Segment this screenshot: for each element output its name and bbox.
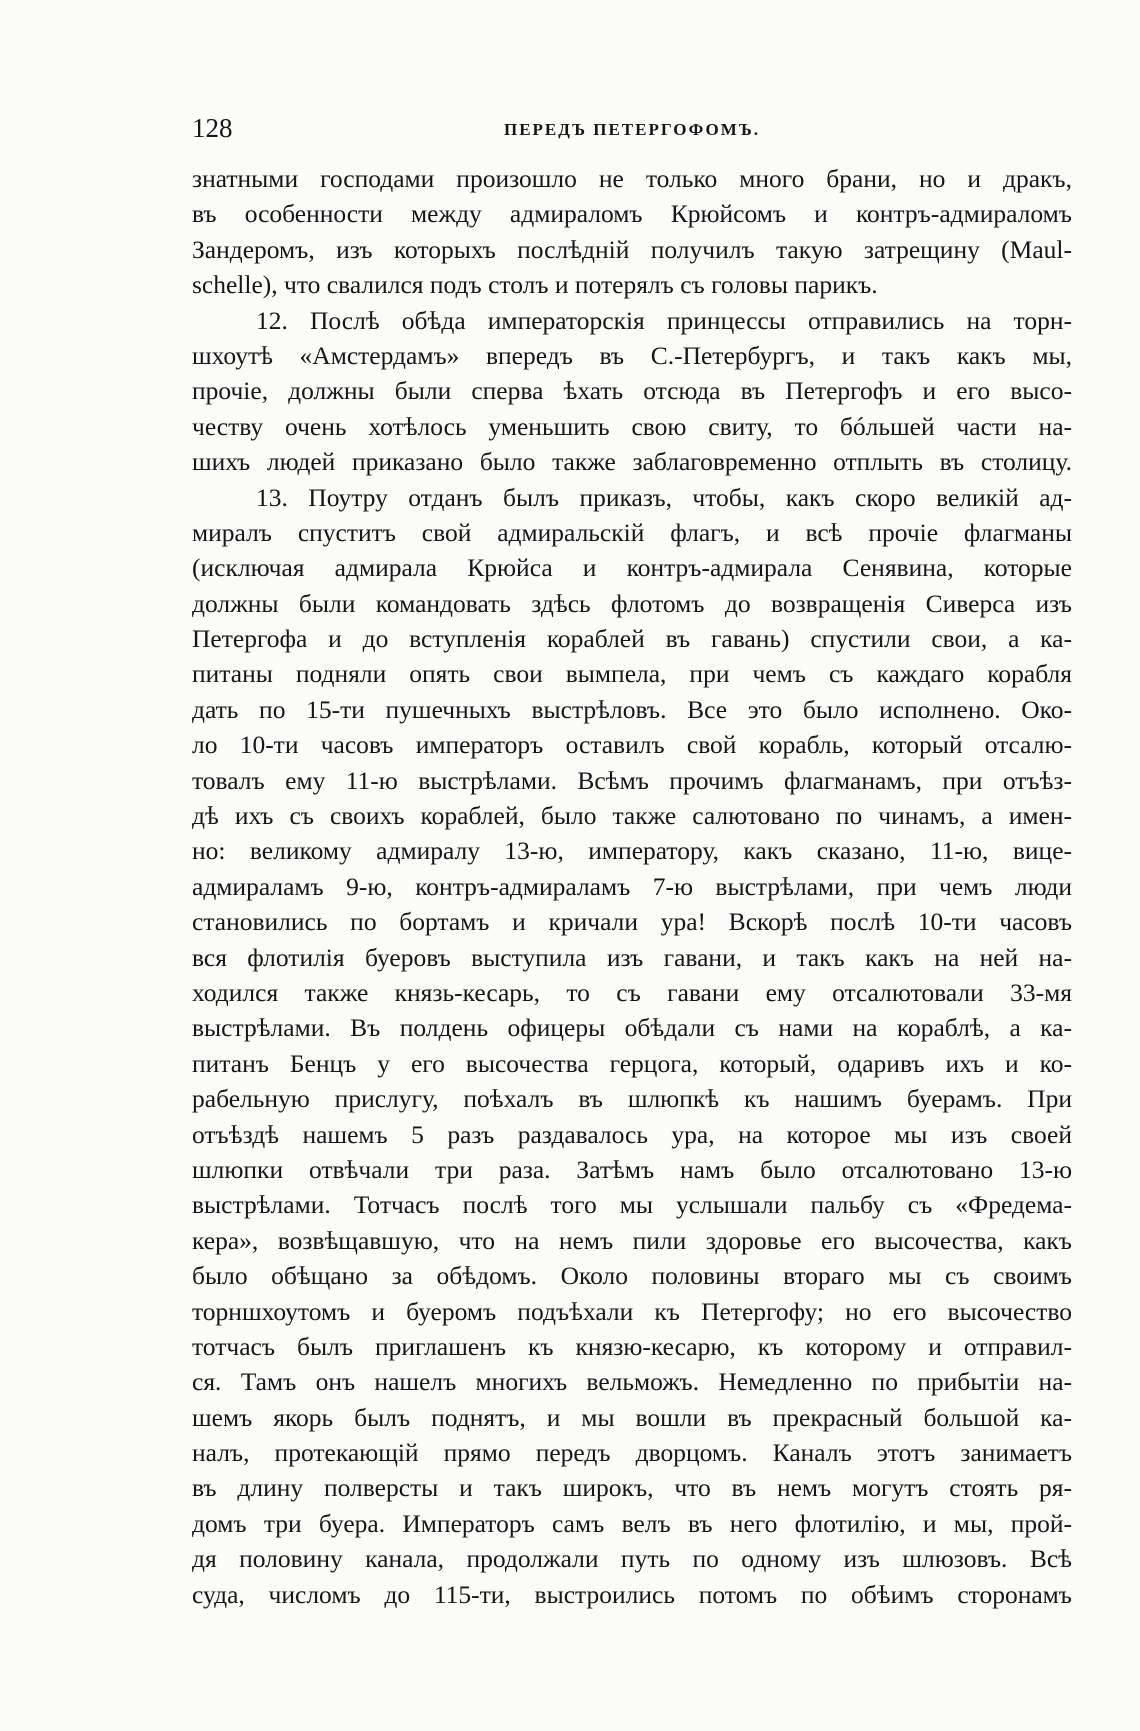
page-header — [192, 110, 1072, 150]
text-line: выстрѣлами. Въ полдень офицеры обѣдали съ нами на кораблѣ, а ка- — [192, 1013, 1072, 1043]
text-line: Петергофа и до вступленiя кораблей въ гавань) спустили свои, а ка- — [192, 624, 1072, 654]
text-line: дѣ ихъ съ своихъ кораблей, было также салютовано по чинамъ, а имен- — [192, 801, 1072, 831]
text-line: товалъ ему 11-ю выстрѣлами. Всѣмъ прочимъ флагманамъ, при отъѣз- — [192, 765, 1072, 795]
paragraph-start-line: 12. Послѣ обѣда императорскiя принцессы отправились на торн- — [256, 305, 1072, 335]
text-line: честву очень хотѣлось уменьшить свою свиту, то бóльшей части на- — [192, 411, 1072, 441]
text-line: прочiе, должны были сперва ѣхать отсюда въ Петергофъ и его высо- — [192, 376, 1072, 406]
text-line: торншхоутомъ и буеромъ подъѣхали къ Петергофу; но его высочество — [192, 1296, 1072, 1326]
text-line: дя половину канала, продолжали путь по одному изъ шлюзовъ. Всѣ — [192, 1544, 1072, 1574]
text-line: суда, числомъ до 115-ти, выстроились потомъ по обѣимъ сторонамъ — [192, 1579, 1072, 1609]
text-line: ся. Тамъ онъ нашелъ многихъ вельможъ. Немедленно по прибытiи на- — [192, 1367, 1072, 1397]
text-line: шемъ якорь былъ поднятъ, и мы вошли въ прекрасный большой ка- — [192, 1402, 1072, 1432]
text-line: знатными господами произошло не только много брани, но и дракъ, — [192, 164, 1072, 193]
text-line: рабельную прислугу, поѣхалъ въ шлюпкѣ къ нашимъ буерамъ. При — [192, 1084, 1072, 1114]
running-title: ПЕРЕДЪ ПЕТЕРГОФОМЪ. — [503, 120, 761, 139]
text-line: ло 10-ти часовъ императоръ оставилъ свой корабль, который отсалю- — [192, 730, 1072, 760]
text-line: питанъ Бенцъ у его высочества герцога, который, одаривъ ихъ и ко- — [192, 1048, 1072, 1078]
text-line: въ длину полверсты и такъ широкъ, что въ немъ могутъ стоять ря- — [192, 1473, 1072, 1503]
text-line: домъ три буера. Императоръ самъ велъ въ него флотилiю, и мы, прой- — [192, 1508, 1072, 1538]
text-line: становились по бортамъ и кричали ура! Вскорѣ послѣ 10-ти часовъ — [192, 907, 1072, 937]
text-line: schelle), что свалился подъ столъ и потерялъ съ головы парикъ. — [192, 270, 878, 300]
text-line: вся флотилiя буеровъ выступила изъ гавани, и такъ какъ на ней на- — [192, 942, 1072, 972]
text-line: адмираламъ 9-ю, контръ-адмираламъ 7-ю выстрѣлами, при чемъ люди — [192, 871, 1072, 901]
text-line: (исключая адмирала Крюйса и контръ-адмирала Сенявина, которые — [192, 553, 1072, 583]
body-text — [192, 161, 1072, 1612]
text-line: шлюпки отвѣчали три раза. Затѣмъ намъ было отсалютовано 13-ю — [192, 1154, 1072, 1184]
paragraph-start-line: 13. Поутру отданъ былъ приказъ, чтобы, какъ скоро великiй ад- — [256, 482, 1072, 512]
text-line: было обѣщано за обѣдомъ. Около половины втораго мы съ своимъ — [192, 1261, 1072, 1291]
text-line: отъѣздѣ нашемъ 5 разъ раздавалось ура, на которое мы изъ своей — [192, 1119, 1072, 1149]
text-line: Зандеромъ, изъ которыхъ послѣднiй получилъ такую затрещину (Maul- — [192, 234, 1072, 264]
text-line: выстрѣлами. Тотчасъ послѣ того мы услышали пальбу съ «Фредема- — [192, 1190, 1072, 1220]
page-number: 128 — [192, 113, 233, 143]
text-line: но: великому адмиралу 13-ю, императору, какъ сказано, 11-ю, вице- — [192, 836, 1072, 866]
text-line: питаны подняли опять свои вымпела, при чемъ съ каждаго корабля — [192, 659, 1072, 689]
text-line: должны были командовать здѣсь флотомъ до возвращенiя Сиверса изъ — [192, 588, 1072, 618]
text-line: въ особенности между адмираломъ Крюйсомъ и контръ-адмираломъ — [192, 199, 1072, 229]
text-line: дать по 15-ти пушечныхъ выстрѣловъ. Все это было исполнено. Око- — [192, 694, 1072, 724]
text-line: ходился также князь-кесарь, то съ гавани ему отсалютовали 33-мя — [192, 977, 1072, 1007]
text-line: кера», возвѣщавшую, что на немъ пили здоровье его высочества, какъ — [192, 1225, 1072, 1255]
text-line: тотчасъ былъ приглашенъ къ князю-кесарю, къ которому и отправил- — [192, 1331, 1072, 1361]
text-line: налъ, протекающiй прямо передъ дворцомъ. Каналъ этотъ занимаетъ — [192, 1438, 1072, 1468]
text-line: шихъ людей приказано было также заблаговременно отплыть въ столицу. — [192, 447, 1072, 477]
text-line: шхоутѣ «Амстердамъ» впередъ въ С.-Петербургъ, и такъ какъ мы, — [192, 340, 1072, 370]
text-line: миралъ спуститъ свой адмиральскiй флагъ, и всѣ прочiе флагманы — [192, 517, 1072, 547]
